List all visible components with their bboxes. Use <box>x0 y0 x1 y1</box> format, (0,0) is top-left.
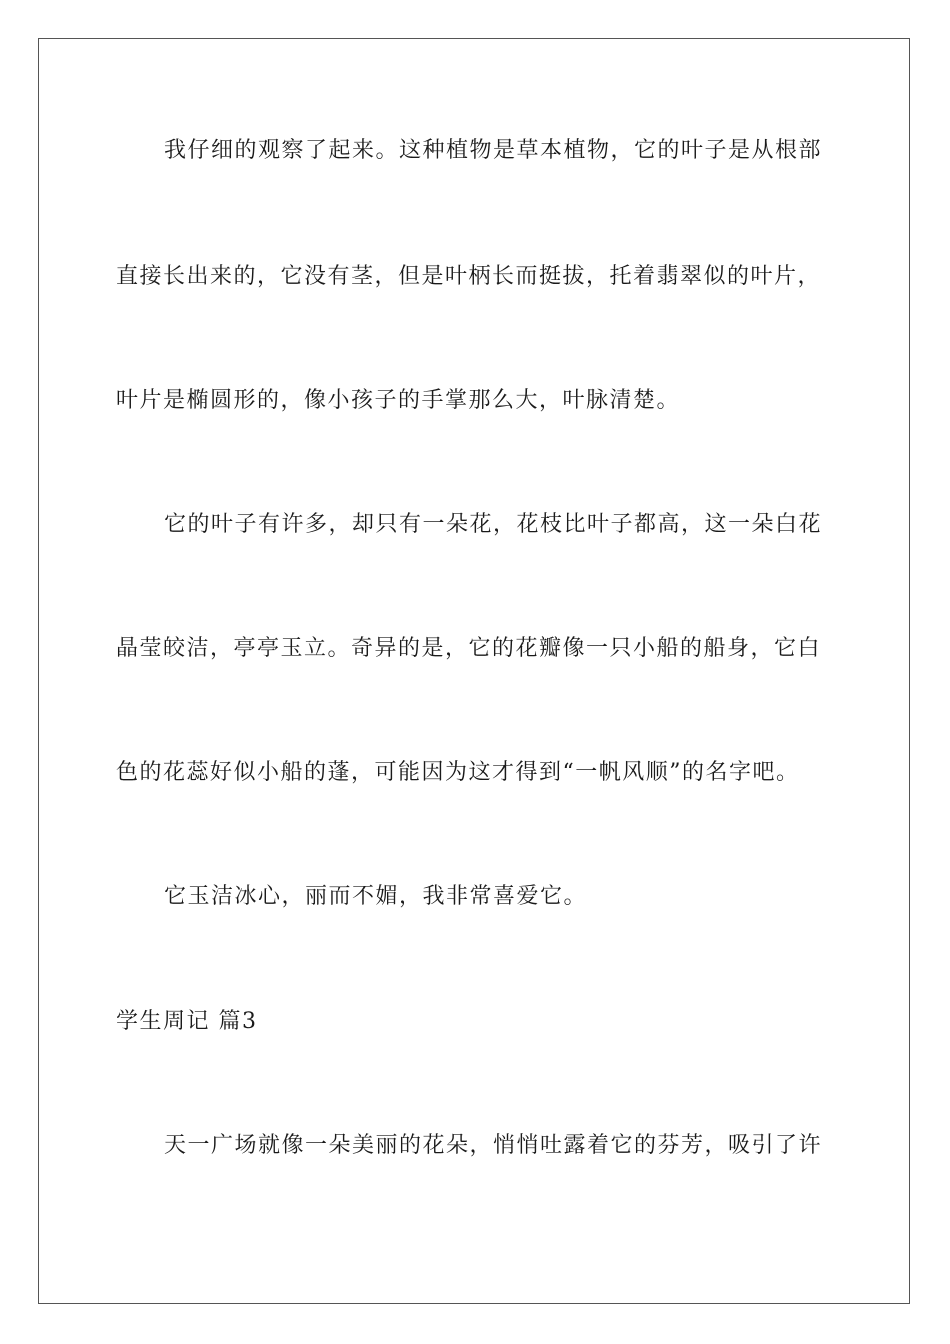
paragraph-line: 天一广场就像一朵美丽的花朵，悄悄吐露着它的芬芳，吸引了许 <box>164 1133 823 1158</box>
paragraph-line: 色的花蕊好似小船的蓬，可能因为这才得到“一帆风顺”的名字吧。 <box>116 760 800 785</box>
section-heading: 学生周记 篇3 <box>116 1009 258 1034</box>
paragraph-line: 我仔细的观察了起来。这种植物是草本植物，它的叶子是从根部 <box>164 138 823 163</box>
paragraph-line: 叶片是椭圆形的，像小孩子的手掌那么大，叶脉清楚。 <box>116 388 681 413</box>
paragraph-line: 它的叶子有许多，却只有一朵花，花枝比叶子都高，这一朵白花 <box>164 512 823 537</box>
paragraph-line: 它玉洁冰心，丽而不媚，我非常喜爱它。 <box>164 884 588 909</box>
paragraph-line: 直接长出来的，它没有茎，但是叶柄长而挺拔，托着翡翠似的叶片， <box>116 264 822 289</box>
paragraph-line: 晶莹皎洁，亭亭玉立。奇异的是，它的花瓣像一只小船的船身，它白 <box>116 636 822 661</box>
page-frame <box>38 38 910 1304</box>
